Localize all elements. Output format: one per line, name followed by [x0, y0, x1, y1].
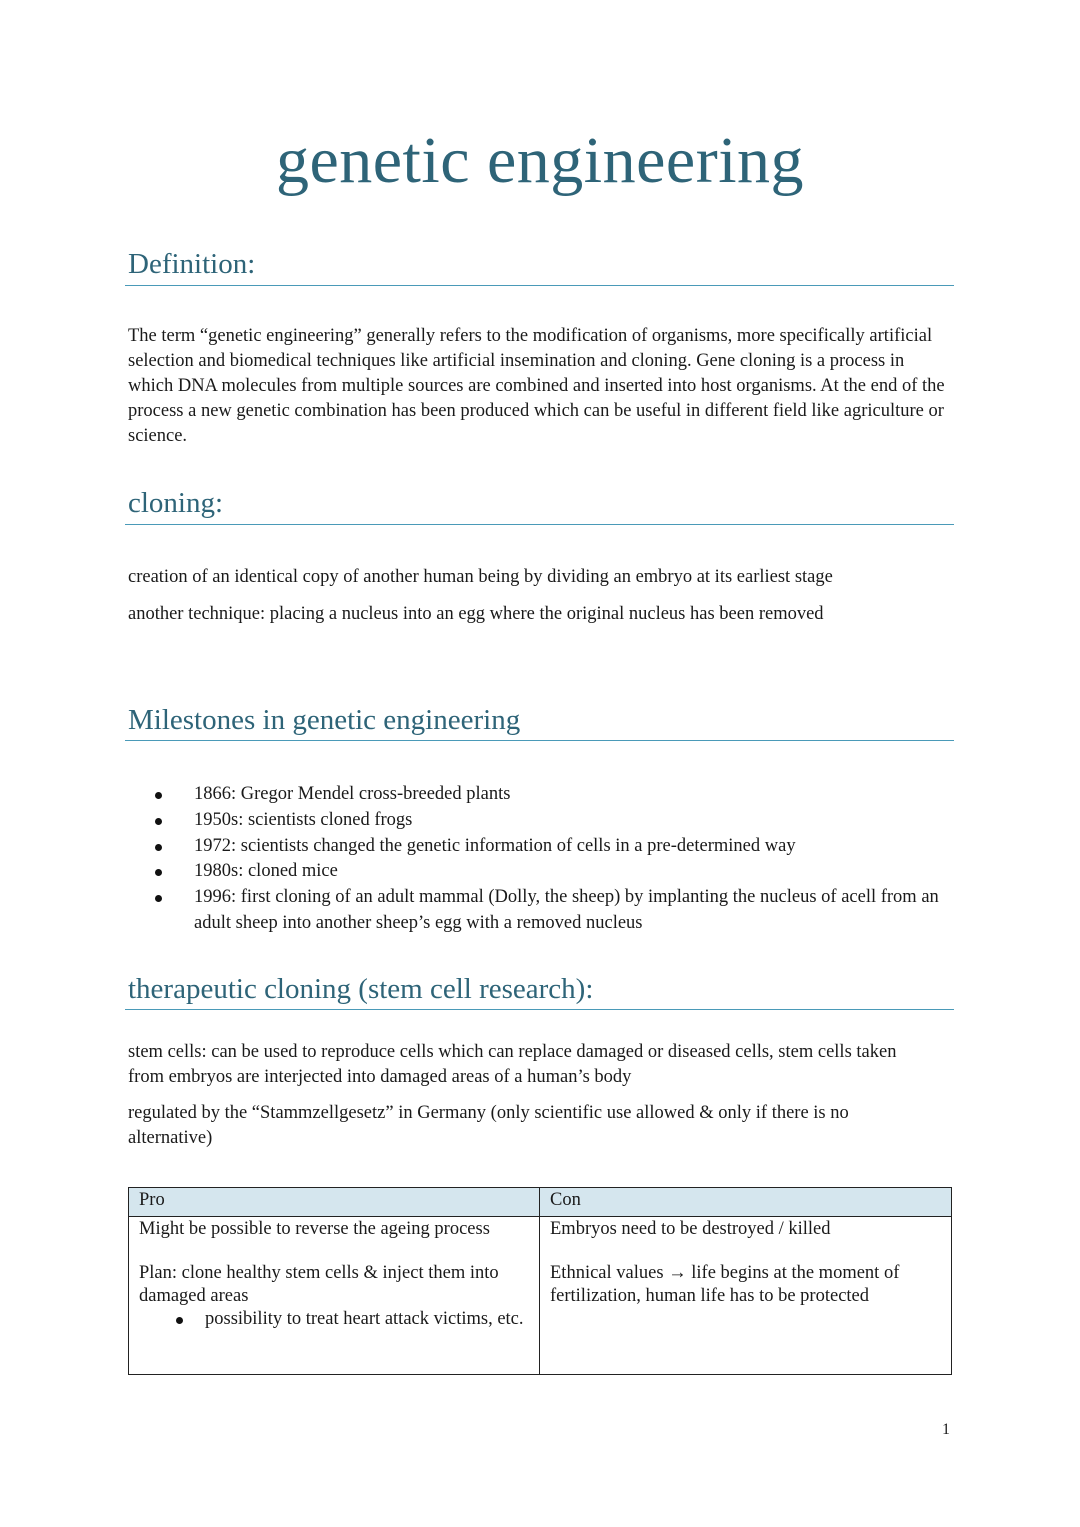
cloning-line-1: creation of an identical copy of another human being by dividing an embryo at its earliest stage	[128, 567, 833, 587]
table-header-row	[129, 1188, 952, 1217]
section-divider	[125, 524, 954, 525]
section-divider	[125, 285, 954, 286]
bullet-icon	[155, 895, 162, 902]
bullet-icon	[155, 844, 162, 851]
definition-text: The term “genetic engineering” generally refers to the modification of organisms, more specifically artificial selection and biomedical techniques like artificial insemination and cloning. Gene cloning is a process in which DNA molecules from multiple sources are combined and inserted into host organisms. At the end of the process a new genetic combination has been produced which can be useful in different field like agriculture or science.	[128, 326, 945, 446]
bullet-icon	[155, 869, 162, 876]
page-number: 1	[942, 1421, 950, 1438]
list-item: 1950s: scientists cloned frogs	[150, 808, 939, 834]
pro-header: Pro	[129, 1188, 540, 1217]
section-divider	[125, 1009, 954, 1010]
pro-con-table	[128, 1187, 952, 1375]
bullet-icon	[155, 792, 162, 799]
list-item: possibility to treat heart attack victims, etc.	[139, 1308, 529, 1331]
table-row	[129, 1217, 952, 1375]
bullet-icon	[155, 818, 162, 825]
section-divider	[125, 740, 954, 741]
pro-point-2: Plan: clone healthy stem cells & inject them into damaged areas	[139, 1263, 499, 1306]
list-item: 1996: first cloning of an adult mammal (Dolly, the sheep) by implanting the nucleus of acell from an adult sheep into another sheep’s egg with a removed nucleus	[150, 885, 939, 937]
therapeutic-paragraph-1: stem cells: can be used to reproduce cells which can replace damaged or diseased cells, stem cells taken from embryos are interjected into damaged areas of a human’s body	[128, 1042, 897, 1087]
milestones-heading: Milestones in genetic engineering	[128, 704, 521, 736]
definition-heading: Definition:	[128, 248, 256, 280]
milestones-list	[150, 782, 939, 937]
list-item: 1866: Gregor Mendel cross-breeded plants	[150, 782, 939, 808]
pro-cell	[129, 1217, 540, 1375]
cloning-line-2: another technique: placing a nucleus into an egg where the original nucleus has been removed	[128, 604, 824, 624]
con-point-2: Ethnical values → life begins at the moment of fertilization, human life has to be protected	[550, 1263, 900, 1306]
bullet-icon	[176, 1317, 183, 1324]
therapeutic-heading: therapeutic cloning (stem cell research):	[128, 973, 594, 1005]
con-point-1: Embryos need to be destroyed / killed	[550, 1219, 831, 1239]
list-item: 1980s: cloned mice	[150, 859, 939, 885]
con-header: Con	[540, 1188, 952, 1217]
cloning-heading: cloning:	[128, 487, 224, 519]
con-cell	[540, 1217, 952, 1375]
list-item: 1972: scientists changed the genetic information of cells in a pre-determined way	[150, 834, 939, 860]
page-title: genetic engineering	[275, 124, 805, 197]
pro-point-1: Might be possible to reverse the ageing process	[139, 1219, 490, 1239]
therapeutic-paragraph-2: regulated by the “Stammzellgesetz” in Germany (only scientific use allowed & only if there is no alternative)	[128, 1103, 849, 1148]
